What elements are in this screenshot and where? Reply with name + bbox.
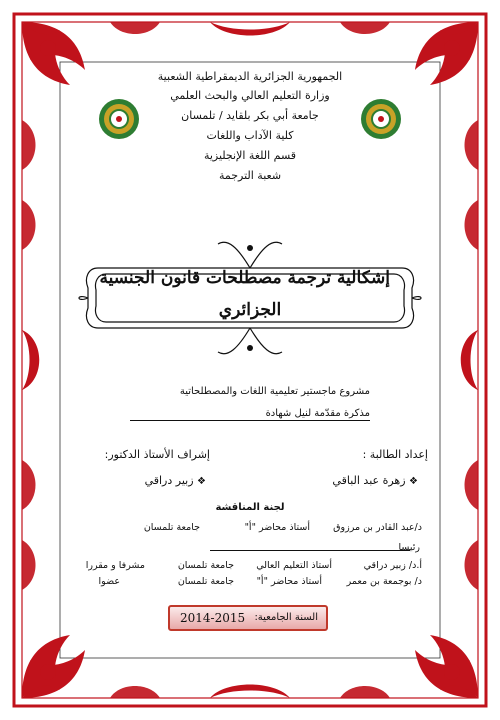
university-name: جامعة أبي بكر بلقايد / تلمسان — [181, 109, 319, 122]
republic-name: الجمهورية الجزائرية الديمقراطية الشعبية — [157, 70, 343, 83]
committee-member-institution: جامعة تلمسان — [177, 576, 234, 587]
thesis-title-line-2: الجزائري — [218, 300, 282, 320]
academic-year-label: السنة الجامعية: — [254, 612, 318, 623]
branch-name: شعبة الترجمة — [218, 169, 282, 182]
thesis-title-line-1: إشكالية ترجمة مصطلحات قانون الجنسية — [99, 268, 390, 288]
committee-member-role: مشرفا و مقررا — [85, 560, 145, 571]
diamond-bullet-icon: ❖ — [409, 476, 418, 487]
diamond-bullet-icon: ❖ — [197, 476, 206, 487]
committee-member-rank: أستاذ التعليم العالي — [256, 560, 332, 571]
supervisor-label: إشراف الأستاذ الدكتور: — [104, 448, 210, 461]
committee-member-institution: جامعة تلمسان — [143, 522, 200, 533]
committee-member-rank: أستاذ محاضر "أ" — [244, 522, 310, 533]
memo-statement: مذكرة مقدّمة لنيل شهادة — [265, 408, 370, 419]
academic-year-value: 2014-2015 — [180, 611, 246, 625]
ministry-name: وزارة التعليم العالي والبحث العلمي — [170, 89, 330, 102]
committee-member-rank: أستاذ محاضر "أ" — [256, 576, 322, 587]
academic-year-box — [168, 605, 328, 631]
committee-member-name: د/عبد القادر بن مرزوق — [333, 522, 422, 533]
role-underline — [210, 550, 410, 551]
student-label: إعداد الطالبة : — [362, 448, 428, 461]
committee-member-name: د/ بوجمعة بن معمر — [346, 576, 422, 587]
supervisor-name: زبير دراقي — [144, 474, 194, 487]
department-name: قسم اللغة الإنجليزية — [203, 149, 297, 162]
committee-heading: لجنة المناقشة — [215, 502, 285, 513]
committee-member-name: أ.د/ زبير دراقي — [363, 560, 422, 571]
committee-member-institution: جامعة تلمسان — [177, 560, 234, 571]
memo-underline — [130, 420, 370, 421]
supervisor-name-row — [145, 474, 206, 487]
committee-member-role: عضوا — [98, 576, 120, 587]
program-name: مشروع ماجستير تعليمية اللغات والمصطلحاتية — [179, 386, 370, 397]
student-name-row — [332, 474, 418, 487]
faculty-name: كلية الآداب واللغات — [206, 129, 294, 142]
student-name: زهرة عبد الباقي — [332, 474, 406, 487]
committee-member-role: رئيسا — [398, 542, 420, 553]
title-cartouche — [78, 238, 422, 358]
